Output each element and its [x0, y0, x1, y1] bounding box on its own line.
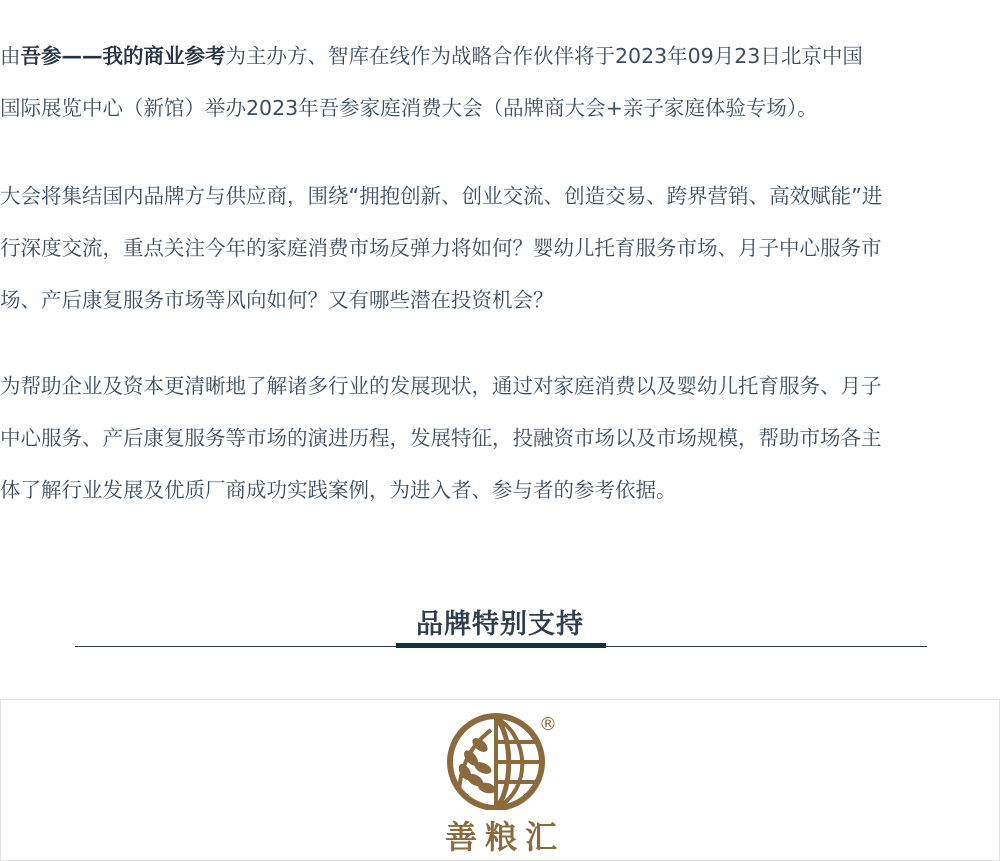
purpose-line-3: 体了解行业发展及优质厂商成功实践案例，为进入者、参与者的参考依据。 [0, 478, 677, 502]
purpose-line-2: 中心服务、产后康复服务等市场的演进历程，发展特征，投融资市场以及市场规模，帮助市场各主 [0, 426, 882, 450]
organizer-name: 吾参——我的商业参考 [20, 44, 226, 68]
focus-line-3: 场、产后康复服务市场等风向如何？又有哪些潜在投资机会？ [0, 288, 554, 312]
section-divider-accent [396, 643, 606, 648]
brand-logo-card [0, 699, 1000, 861]
brand-logo-text: 善粮汇 [445, 818, 566, 856]
purpose-paragraph [0, 360, 1000, 516]
intro-line-1-text: 为主办方、智库在线作为战略合作伙伴将于2023年09月23日北京中国 [225, 44, 863, 68]
intro-paragraph [0, 30, 1000, 134]
focus-paragraph [0, 170, 1000, 326]
wheat-globe-logo-icon [441, 710, 551, 810]
focus-line-1: 大会将集结国内品牌方与供应商，围绕“拥抱创新、创业交流、创造交易、跨界营销、高效赋能”进 [0, 184, 883, 208]
focus-line-2: 行深度交流，重点关注今年的家庭消费市场反弹力将如何？婴幼儿托育服务市场、月子中心服务市 [0, 236, 882, 260]
intro-line-1 [0, 30, 1000, 82]
registered-mark: ® [539, 714, 557, 735]
purpose-line-1: 为帮助企业及资本更清晰地了解诸多行业的发展现状，通过对家庭消费以及婴幼儿托育服务、月子 [0, 374, 882, 398]
intro-prefix: 由 [0, 44, 21, 68]
intro-line-2: 国际展览中心（新馆）举办2023年吾参家庭消费大会（品牌商大会+亲子家庭体验专场）。 [0, 96, 818, 120]
section-title: 品牌特别支持 [416, 609, 584, 640]
